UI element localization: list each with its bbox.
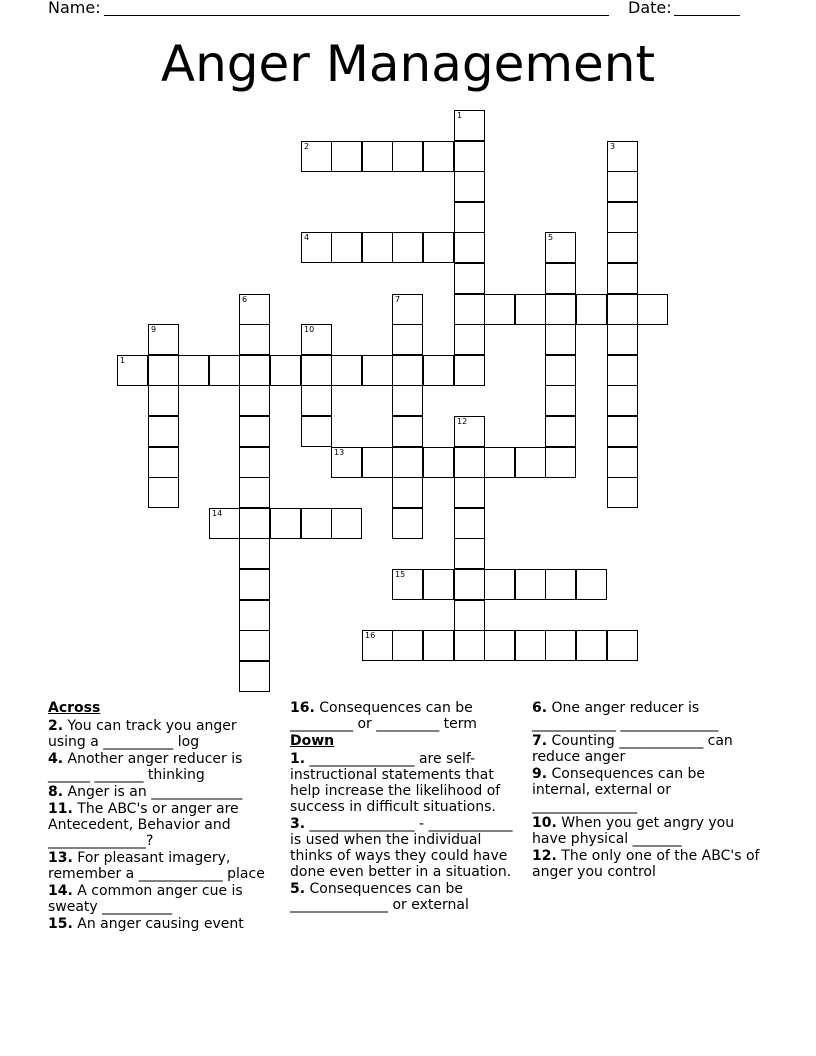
down-heading: Down bbox=[290, 733, 335, 749]
crossword-cell[interactable] bbox=[607, 355, 638, 386]
crossword-cell[interactable] bbox=[331, 232, 362, 263]
crossword-cell[interactable] bbox=[331, 141, 362, 172]
crossword-cell-9[interactable] bbox=[148, 324, 179, 355]
crossword-cell[interactable] bbox=[454, 294, 485, 325]
crossword-cell[interactable] bbox=[515, 294, 546, 325]
crossword-cell[interactable] bbox=[545, 447, 576, 478]
crossword-cell-16[interactable] bbox=[362, 630, 393, 661]
across-clue-list bbox=[48, 718, 268, 932]
crossword-cell[interactable] bbox=[392, 416, 423, 447]
clue-number: 16. bbox=[290, 700, 315, 716]
crossword-cell[interactable] bbox=[270, 508, 301, 539]
crossword-cell[interactable] bbox=[301, 416, 332, 447]
down-clue bbox=[290, 881, 525, 913]
crossword-cell[interactable] bbox=[454, 538, 485, 569]
across-clue bbox=[48, 751, 268, 783]
crossword-cell[interactable] bbox=[454, 600, 485, 631]
crossword-cell-4[interactable] bbox=[301, 232, 332, 263]
clue-number: 14. bbox=[48, 883, 73, 899]
crossword-cell[interactable] bbox=[392, 232, 423, 263]
clue-number: 6. bbox=[532, 700, 548, 716]
clue-number: 11. bbox=[48, 801, 73, 817]
clue-text: One anger reducer is ____________ ______________ bbox=[532, 700, 719, 732]
down-clue bbox=[532, 766, 767, 814]
clue-number: 13 bbox=[334, 448, 345, 457]
clue-text: Consequences can be _________ or _________ term bbox=[290, 700, 477, 732]
across-clue bbox=[48, 850, 268, 882]
crossword-cell[interactable] bbox=[392, 355, 423, 386]
clue-number: 15. bbox=[48, 916, 73, 932]
clue-text: You can track you anger using a __________ log bbox=[48, 718, 237, 750]
crossword-cell[interactable] bbox=[545, 324, 576, 355]
clue-number: 9. bbox=[532, 766, 548, 782]
crossword-cell[interactable] bbox=[545, 355, 576, 386]
crossword-cell[interactable] bbox=[454, 630, 485, 661]
crossword-cell[interactable] bbox=[392, 324, 423, 355]
clue-number: 16 bbox=[365, 631, 376, 640]
clue-number: 4 bbox=[304, 233, 310, 242]
crossword-cell-12[interactable] bbox=[454, 416, 485, 447]
crossword-cell-13[interactable] bbox=[331, 447, 362, 478]
crossword-cell[interactable] bbox=[392, 141, 423, 172]
clue-text: Consequences can be ______________ or external bbox=[290, 881, 469, 913]
crossword-cell[interactable] bbox=[454, 141, 485, 172]
clue-column-1 bbox=[48, 700, 268, 933]
page-title: Anger Management bbox=[160, 35, 656, 93]
crossword-cell[interactable] bbox=[392, 630, 423, 661]
crossword-cell[interactable] bbox=[423, 447, 454, 478]
crossword-cell[interactable] bbox=[362, 355, 393, 386]
clue-number: 4. bbox=[48, 751, 64, 767]
crossword-cell[interactable] bbox=[392, 447, 423, 478]
crossword-cell[interactable] bbox=[423, 232, 454, 263]
crossword-cell[interactable] bbox=[484, 294, 515, 325]
crossword-cell[interactable] bbox=[331, 508, 362, 539]
crossword-cell[interactable] bbox=[454, 171, 485, 202]
crossword-cell[interactable] bbox=[362, 141, 393, 172]
down-clue bbox=[290, 816, 525, 880]
crossword-cell[interactable] bbox=[484, 569, 515, 600]
crossword-cell[interactable] bbox=[148, 385, 179, 416]
clue-number: 10 bbox=[304, 325, 315, 334]
crossword-cell[interactable] bbox=[637, 294, 668, 325]
crossword-cell[interactable] bbox=[331, 355, 362, 386]
crossword-cell[interactable] bbox=[607, 202, 638, 233]
crossword-cell[interactable] bbox=[423, 630, 454, 661]
crossword-cell-6[interactable] bbox=[239, 294, 270, 325]
clue-number: 15 bbox=[395, 570, 406, 579]
crossword-cell[interactable] bbox=[148, 477, 179, 508]
clue-column-2 bbox=[290, 700, 525, 914]
crossword-cell[interactable] bbox=[545, 569, 576, 600]
crossword-cell[interactable] bbox=[239, 569, 270, 600]
crossword-cell[interactable] bbox=[607, 630, 638, 661]
crossword-cell[interactable] bbox=[392, 477, 423, 508]
crossword-cell-10[interactable] bbox=[301, 324, 332, 355]
crossword-cell[interactable] bbox=[301, 508, 332, 539]
crossword-cell[interactable] bbox=[576, 630, 607, 661]
crossword-cell[interactable] bbox=[178, 355, 209, 386]
crossword-cell[interactable] bbox=[515, 447, 546, 478]
crossword-cell[interactable] bbox=[454, 477, 485, 508]
clue-text: Consequences can be internal, external or _______________ bbox=[532, 766, 706, 814]
crossword-cell[interactable] bbox=[239, 447, 270, 478]
crossword-cell[interactable] bbox=[454, 569, 485, 600]
clue-text: The ABC's or anger are Antecedent, Behavior and ______________? bbox=[48, 801, 239, 849]
crossword-cell[interactable] bbox=[362, 447, 393, 478]
crossword-cell[interactable] bbox=[607, 263, 638, 294]
clue-column-3 bbox=[532, 700, 767, 881]
across-heading: Across bbox=[48, 700, 101, 716]
crossword-cell[interactable] bbox=[239, 355, 270, 386]
crossword-cell[interactable] bbox=[607, 416, 638, 447]
clue-text: A common anger cue is sweaty __________ bbox=[48, 883, 243, 915]
crossword-cell[interactable] bbox=[607, 447, 638, 478]
crossword-cell[interactable] bbox=[423, 355, 454, 386]
across-clue bbox=[48, 883, 268, 915]
clue-number: 13. bbox=[48, 850, 73, 866]
crossword-cell-3[interactable] bbox=[607, 141, 638, 172]
crossword-cell[interactable] bbox=[239, 630, 270, 661]
clue-number: 7 bbox=[395, 295, 401, 304]
crossword-cell[interactable] bbox=[239, 661, 270, 692]
crossword-cell[interactable] bbox=[484, 447, 515, 478]
clue-number: 9 bbox=[151, 325, 157, 334]
across-clue bbox=[48, 801, 268, 849]
crossword-cell[interactable] bbox=[545, 263, 576, 294]
crossword-cell-7[interactable] bbox=[392, 294, 423, 325]
crossword-cell[interactable] bbox=[484, 630, 515, 661]
clue-number: 5 bbox=[548, 233, 554, 242]
crossword-cell[interactable] bbox=[148, 447, 179, 478]
crossword-cell[interactable] bbox=[454, 263, 485, 294]
crossword-cell[interactable] bbox=[607, 385, 638, 416]
crossword-cell-2[interactable] bbox=[301, 141, 332, 172]
crossword-cell[interactable] bbox=[515, 630, 546, 661]
crossword-cell[interactable] bbox=[148, 355, 179, 386]
down-clue bbox=[532, 848, 767, 880]
down-clue bbox=[532, 700, 767, 732]
clue-number: 8. bbox=[48, 784, 64, 800]
clue-number: 12 bbox=[457, 417, 468, 426]
crossword-cell[interactable] bbox=[423, 569, 454, 600]
crossword-cell[interactable] bbox=[454, 202, 485, 233]
crossword-cell[interactable] bbox=[239, 538, 270, 569]
crossword-cell[interactable] bbox=[239, 416, 270, 447]
clue-number: 2. bbox=[48, 718, 64, 734]
crossword-cell[interactable] bbox=[607, 324, 638, 355]
crossword-cell[interactable] bbox=[239, 508, 270, 539]
crossword-cell-15[interactable] bbox=[392, 569, 423, 600]
clue-text: Anger is an _____________ bbox=[63, 784, 243, 800]
clue-number: 3. bbox=[290, 816, 306, 832]
name-label: Name: bbox=[48, 0, 101, 17]
clue-number: 3 bbox=[610, 142, 616, 151]
across-clue bbox=[290, 700, 525, 732]
crossword-cell[interactable] bbox=[239, 324, 270, 355]
crossword-cell[interactable] bbox=[454, 508, 485, 539]
clue-text: Counting ____________ can reduce anger bbox=[532, 733, 733, 765]
clue-number: 7. bbox=[532, 733, 548, 749]
crossword-cell[interactable] bbox=[607, 232, 638, 263]
crossword-cell[interactable] bbox=[239, 477, 270, 508]
clue-number: 2 bbox=[304, 142, 310, 151]
down-clue-list-continued bbox=[532, 700, 767, 880]
down-clue bbox=[532, 815, 767, 847]
crossword-cell[interactable] bbox=[239, 600, 270, 631]
clue-text: _______________ are self-instructional statements that help increase the likelihood of success in difficult situations. bbox=[290, 751, 501, 815]
crossword-cell[interactable] bbox=[209, 355, 240, 386]
crossword-cell-1[interactable] bbox=[117, 355, 148, 386]
crossword-cell[interactable] bbox=[301, 355, 332, 386]
crossword-cell[interactable] bbox=[362, 232, 393, 263]
across-clue bbox=[48, 718, 268, 750]
crossword-cell[interactable] bbox=[576, 569, 607, 600]
crossword-cell[interactable] bbox=[270, 355, 301, 386]
crossword-cell[interactable] bbox=[607, 294, 638, 325]
crossword-cell[interactable] bbox=[607, 171, 638, 202]
crossword-cell[interactable] bbox=[454, 355, 485, 386]
crossword-cell[interactable] bbox=[515, 569, 546, 600]
crossword-cell[interactable] bbox=[392, 508, 423, 539]
down-clue bbox=[532, 733, 767, 765]
clue-text: Another anger reducer is ______ _______ thinking bbox=[48, 751, 243, 783]
across-clue-list-continued bbox=[290, 700, 525, 732]
crossword-cell[interactable] bbox=[545, 294, 576, 325]
crossword-cell-5[interactable] bbox=[545, 232, 576, 263]
clue-number: 1 bbox=[120, 356, 126, 365]
crossword-cell[interactable] bbox=[576, 294, 607, 325]
date-label: Date: bbox=[628, 0, 672, 17]
clue-text: When you get angry you have physical _______ bbox=[532, 815, 735, 847]
crossword-cell[interactable] bbox=[545, 630, 576, 661]
across-clue bbox=[48, 916, 268, 932]
clue-text: _______________ - ____________ is used when the individual thinks of ways they could have done even better in a situation. bbox=[290, 816, 513, 880]
crossword-cell[interactable] bbox=[239, 385, 270, 416]
crossword-cell[interactable] bbox=[454, 447, 485, 478]
clue-number: 1 bbox=[457, 111, 463, 120]
clue-text: The only one of the ABC's of anger you control bbox=[532, 848, 760, 880]
crossword-cell[interactable] bbox=[545, 416, 576, 447]
clue-number: 1. bbox=[290, 751, 306, 767]
crossword-cell[interactable] bbox=[454, 324, 485, 355]
crossword-cell[interactable] bbox=[392, 385, 423, 416]
down-clue-list bbox=[290, 751, 525, 913]
crossword-cell[interactable] bbox=[454, 232, 485, 263]
clue-number: 12. bbox=[532, 848, 557, 864]
crossword-cell[interactable] bbox=[301, 385, 332, 416]
crossword-cell[interactable] bbox=[148, 416, 179, 447]
crossword-cell-1[interactable] bbox=[454, 110, 485, 141]
clue-number: 6 bbox=[242, 295, 248, 304]
clue-number: 5. bbox=[290, 881, 306, 897]
clue-text: An anger causing event bbox=[72, 916, 244, 932]
crossword-cell[interactable] bbox=[423, 141, 454, 172]
clue-text: For pleasant imagery, remember a ____________ place bbox=[48, 850, 265, 882]
crossword-cell-14[interactable] bbox=[209, 508, 240, 539]
clue-number: 14 bbox=[212, 509, 223, 518]
crossword-cell[interactable] bbox=[545, 385, 576, 416]
down-clue bbox=[290, 751, 525, 815]
across-clue bbox=[48, 784, 268, 800]
clue-number: 10. bbox=[532, 815, 557, 831]
crossword-cell[interactable] bbox=[607, 477, 638, 508]
